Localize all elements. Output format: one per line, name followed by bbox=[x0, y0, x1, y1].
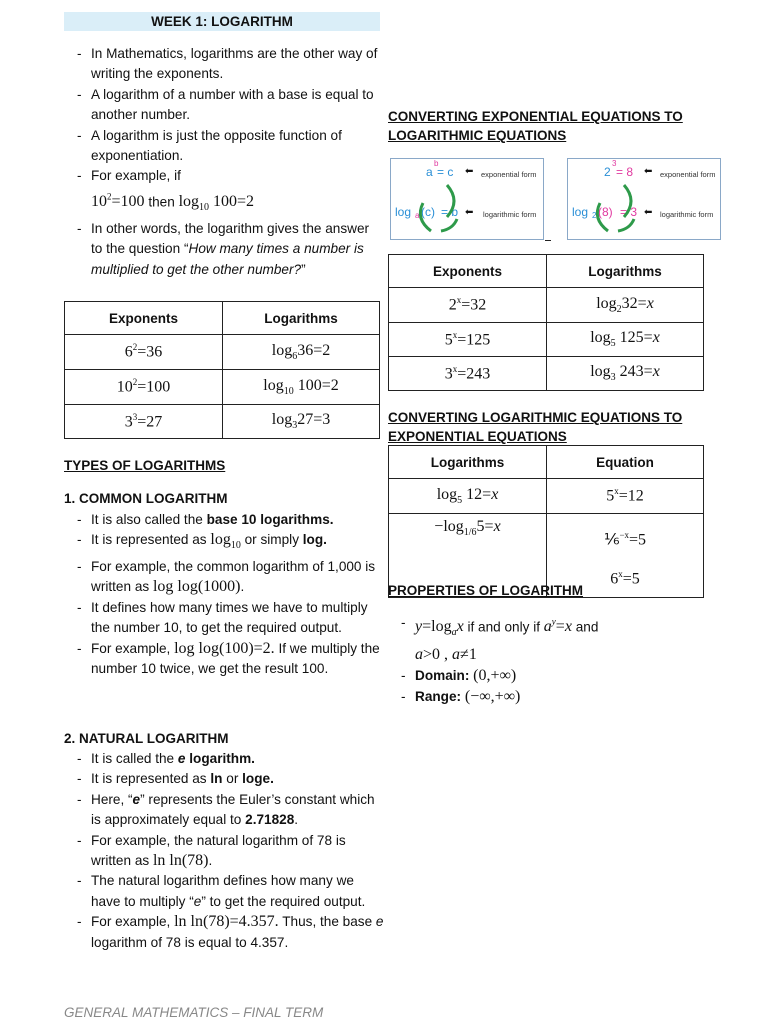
table-header: Equation bbox=[547, 446, 704, 479]
table-header: Logarithms bbox=[223, 302, 380, 335]
table-cell: $\log_{10} 100=2$ bbox=[223, 370, 380, 405]
table-cell: $2^x=32$ bbox=[389, 288, 547, 323]
list-item: - Domain: (0,+∞) bbox=[388, 665, 708, 686]
table-cell: $\log_636=2$ bbox=[223, 335, 380, 370]
list-item: - For example, log log(100)=2. If we multiply the number 10 twice, we get the result 100. bbox=[64, 639, 384, 680]
list-item: - For example, ln ln(78)=4.357. Thus, the base e logarithm of 78 is equal to 4.357. bbox=[64, 912, 384, 953]
table-cell: $-\log_{1/6}5=x$ bbox=[389, 514, 547, 598]
exponents-logarithms-table bbox=[64, 301, 380, 439]
list-item: - A logarithm is just the opposite function of exponentiation. bbox=[64, 126, 384, 167]
common-log-list bbox=[64, 510, 384, 679]
subsection-heading: 2. NATURAL LOGARITHM bbox=[64, 731, 229, 746]
table-header: Exponents bbox=[389, 255, 547, 288]
subsection-heading: 1. COMMON LOGARITHM bbox=[64, 491, 228, 506]
table-cell: $5^x=125$ bbox=[389, 323, 547, 357]
table-cell: $3^3=27$ bbox=[65, 405, 223, 439]
table-cell: $\log_5 12=x$ bbox=[389, 479, 547, 514]
section-heading: PROPERTIES OF LOGARITHM bbox=[388, 583, 584, 598]
page-footer: GENERAL MATHEMATICS – FINAL TERM bbox=[64, 1005, 324, 1020]
table-cell: $6^2=36$ bbox=[65, 335, 223, 370]
table-cell: $3^x=243$ bbox=[389, 357, 547, 391]
list-item: - It is represented as $\log_{10}$ or simply log. bbox=[64, 530, 384, 557]
divider bbox=[545, 240, 551, 241]
log-diagram-image: a b = c ⬅ exponential form log a (c) = b ⬅ logarithmic form bbox=[390, 158, 544, 240]
list-item: - $y=\log_ax$ if and only if $a^y=x$ and a>0 , a≠1 bbox=[388, 612, 708, 665]
table-header: Logarithms bbox=[389, 446, 547, 479]
math-expression: $10^2=100$ bbox=[91, 191, 145, 211]
list-item: - Range: (−∞,+∞) bbox=[388, 686, 708, 707]
table-cell: $5^x=12$ bbox=[547, 479, 704, 514]
list-item: - It is represented as ln or loge. bbox=[64, 769, 384, 789]
table-cell: $10^2=100$ bbox=[65, 370, 223, 405]
log-diagram-image: 2 3 = 8 ⬅ exponential form log 2 (8) = 3 ⬅ logarithmic form bbox=[567, 158, 721, 240]
list-item: - In Mathematics, logarithms are the other way of writing the exponents. bbox=[64, 44, 384, 85]
list-item: - Here, “e” represents the Euler’s constant which is approximately equal to 2.71828. bbox=[64, 790, 384, 831]
list-item: - For example, if $10^2=100$ then $\log_{10} 100=2$ bbox=[64, 166, 384, 218]
arrow-loop-icon bbox=[413, 181, 463, 239]
list-item: - A logarithm of a number with a base is equal to another number. bbox=[64, 85, 384, 126]
list-item: - For example, the natural logarithm of 78 is written as ln ln(78). bbox=[64, 831, 384, 872]
table-cell: $\log_3 243=x$ bbox=[547, 357, 704, 391]
table-cell: $\log_232=x$ bbox=[547, 288, 704, 323]
list-item: - For example, the common logarithm of 1,000 is written as log log(1000). bbox=[64, 557, 384, 598]
list-item: - In other words, the logarithm gives the answer to the question “How many times a number is multiplied to get the other number?” bbox=[64, 219, 384, 280]
section-heading: CONVERTING EXPONENTIAL EQUATIONS TO LOGARITHMIC EQUATIONS bbox=[388, 109, 683, 143]
page-title: WEEK 1: LOGARITHM bbox=[64, 12, 380, 31]
properties-list bbox=[388, 612, 708, 707]
list-item: - The natural logarithm defines how many we have to multiply “e” to get the required output. bbox=[64, 871, 384, 912]
table-header: Logarithms bbox=[547, 255, 704, 288]
list-item: - It is called the e logarithm. bbox=[64, 749, 384, 769]
logarithms-equation-table bbox=[388, 445, 704, 598]
table-cell: $\log_327=3$ bbox=[223, 405, 380, 439]
intro-list bbox=[64, 44, 384, 280]
math-expression: $\log_{10} 100=2$ bbox=[178, 193, 255, 214]
table-cell: ⅙$^{-x}$=5 $6^x=5$ bbox=[547, 514, 704, 598]
table-cell: $\log_5 125=x$ bbox=[547, 323, 704, 357]
list-item: - It defines how many times we have to multiply the number 10, to get the required output. bbox=[64, 598, 384, 639]
exponents-logarithms-table-2 bbox=[388, 254, 704, 391]
table-header: Exponents bbox=[65, 302, 223, 335]
section-heading: TYPES OF LOGARITHMS bbox=[64, 458, 226, 473]
section-heading: CONVERTING LOGARITHMIC EQUATIONS TO EXPONENTIAL EQUATIONS bbox=[388, 410, 683, 444]
natural-log-list bbox=[64, 749, 384, 953]
list-item: - It is also called the base 10 logarithms. bbox=[64, 510, 384, 530]
arrow-loop-icon bbox=[590, 181, 640, 239]
